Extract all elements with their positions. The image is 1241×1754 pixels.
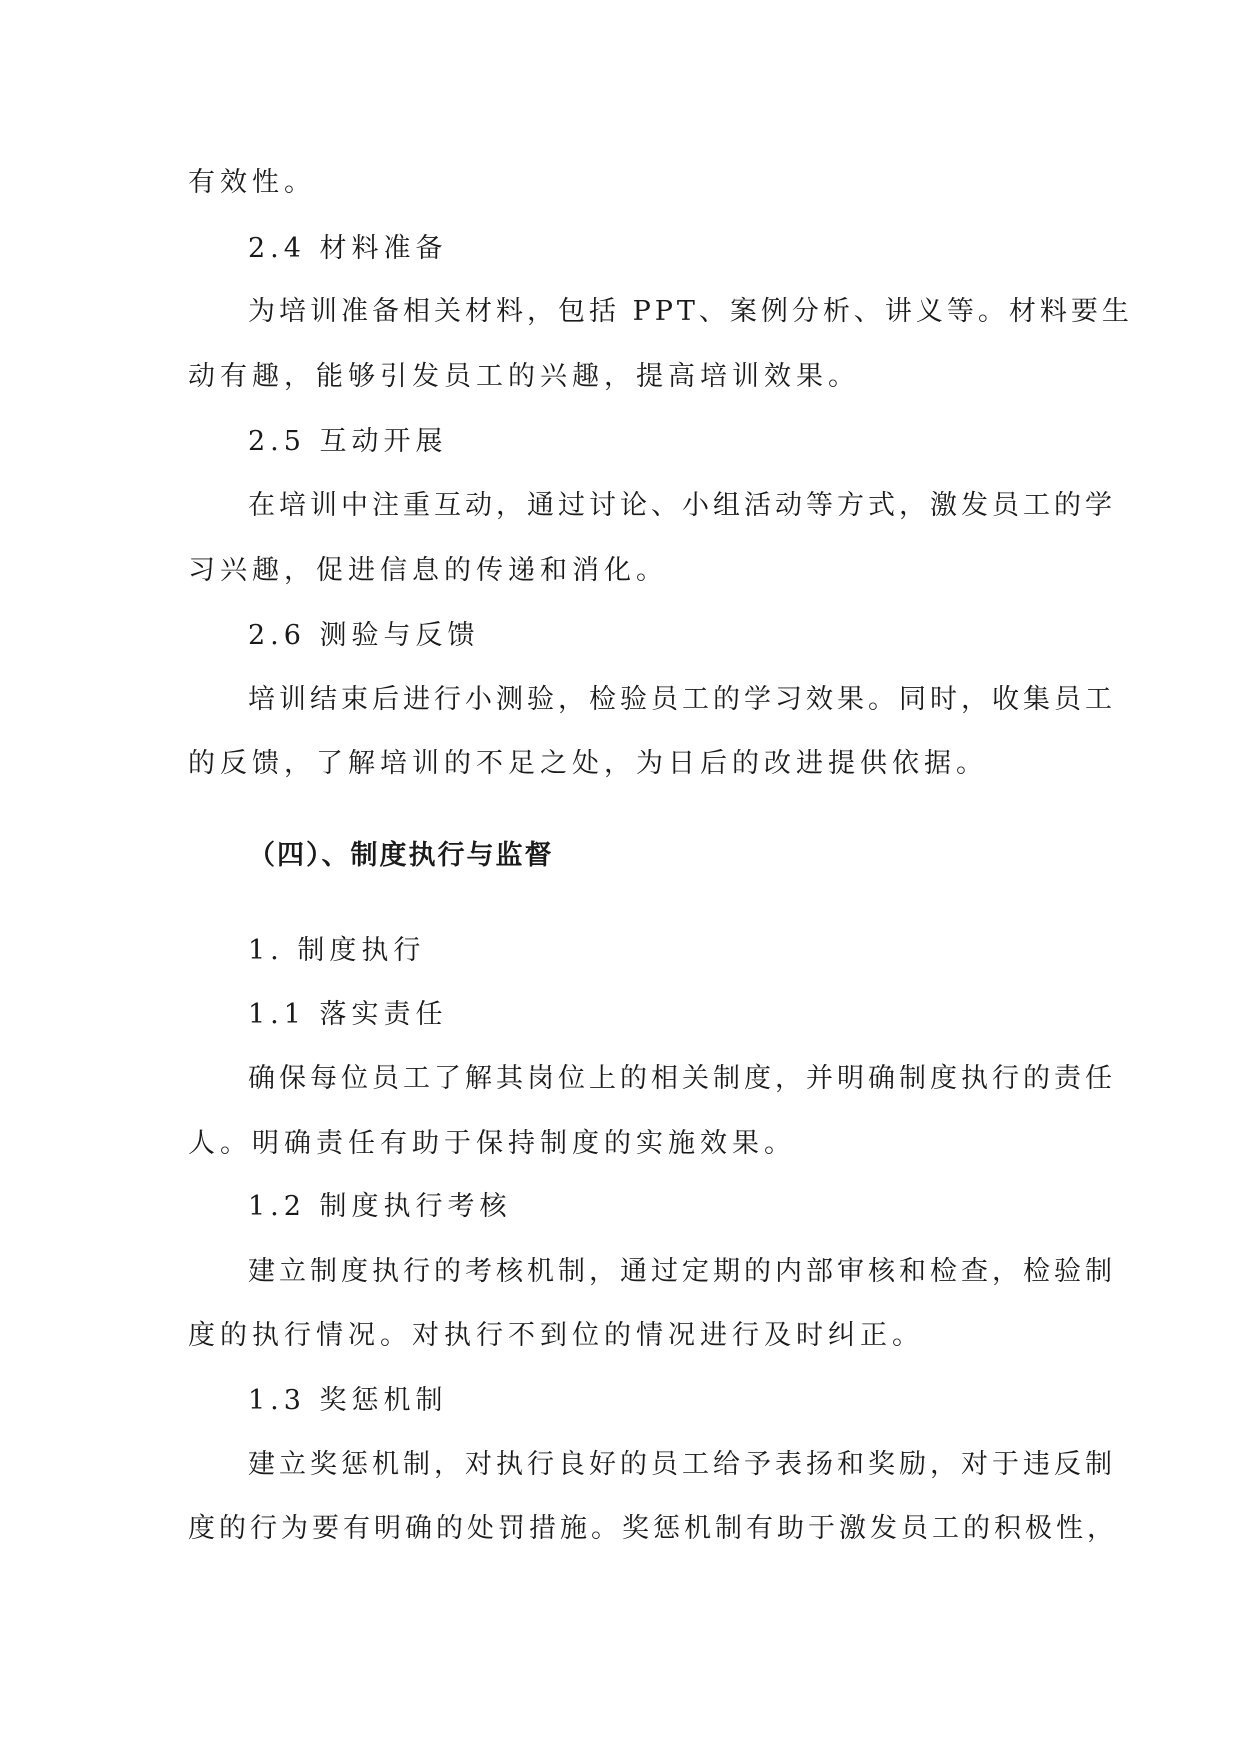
paragraph-line: 建立奖惩机制，对执行良好的员工给予表扬和奖励，对于违反制 [248,1449,1116,1480]
paragraph-line: 有效性。 [188,167,316,198]
section-heading: 2.4 材料准备 [248,233,448,264]
paragraph-line: 度的行为要有明确的处罚措施。奖惩机制有助于激发员工的积极性， [188,1513,1118,1544]
section-heading: 1.2 制度执行考核 [248,1191,512,1222]
section-heading: 1.1 落实责任 [248,999,448,1030]
section-heading: 1.3 奖惩机制 [248,1385,448,1416]
paragraph-line: 习兴趣，促进信息的传递和消化。 [188,555,668,586]
paragraph-line: 人。明确责任有助于保持制度的实施效果。 [188,1128,796,1159]
paragraph-line: 在培训中注重互动，通过讨论、小组活动等方式，激发员工的学 [248,490,1116,521]
paragraph-line: 建立制度执行的考核机制，通过定期的内部审核和检查，检验制 [248,1256,1116,1287]
paragraph-line: 确保每位员工了解其岗位上的相关制度，并明确制度执行的责任 [248,1063,1116,1094]
paragraph-line: 的反馈，了解培训的不足之处，为日后的改进提供依据。 [188,748,988,779]
chapter-heading: （四）、制度执行与监督 [248,840,554,871]
section-heading: 1. 制度执行 [248,935,426,966]
paragraph-line: 培训结束后进行小测验，检验员工的学习效果。同时，收集员工 [248,684,1116,715]
section-heading: 2.5 互动开展 [248,426,448,457]
paragraph-line: 度的执行情况。对执行不到位的情况进行及时纠正。 [188,1320,924,1351]
paragraph-line: 为培训准备相关材料，包括 PPT、案例分析、讲义等。材料要生 [248,296,1133,327]
section-heading: 2.6 测验与反馈 [248,620,480,651]
paragraph-line: 动有趣，能够引发员工的兴趣，提高培训效果。 [188,361,860,392]
